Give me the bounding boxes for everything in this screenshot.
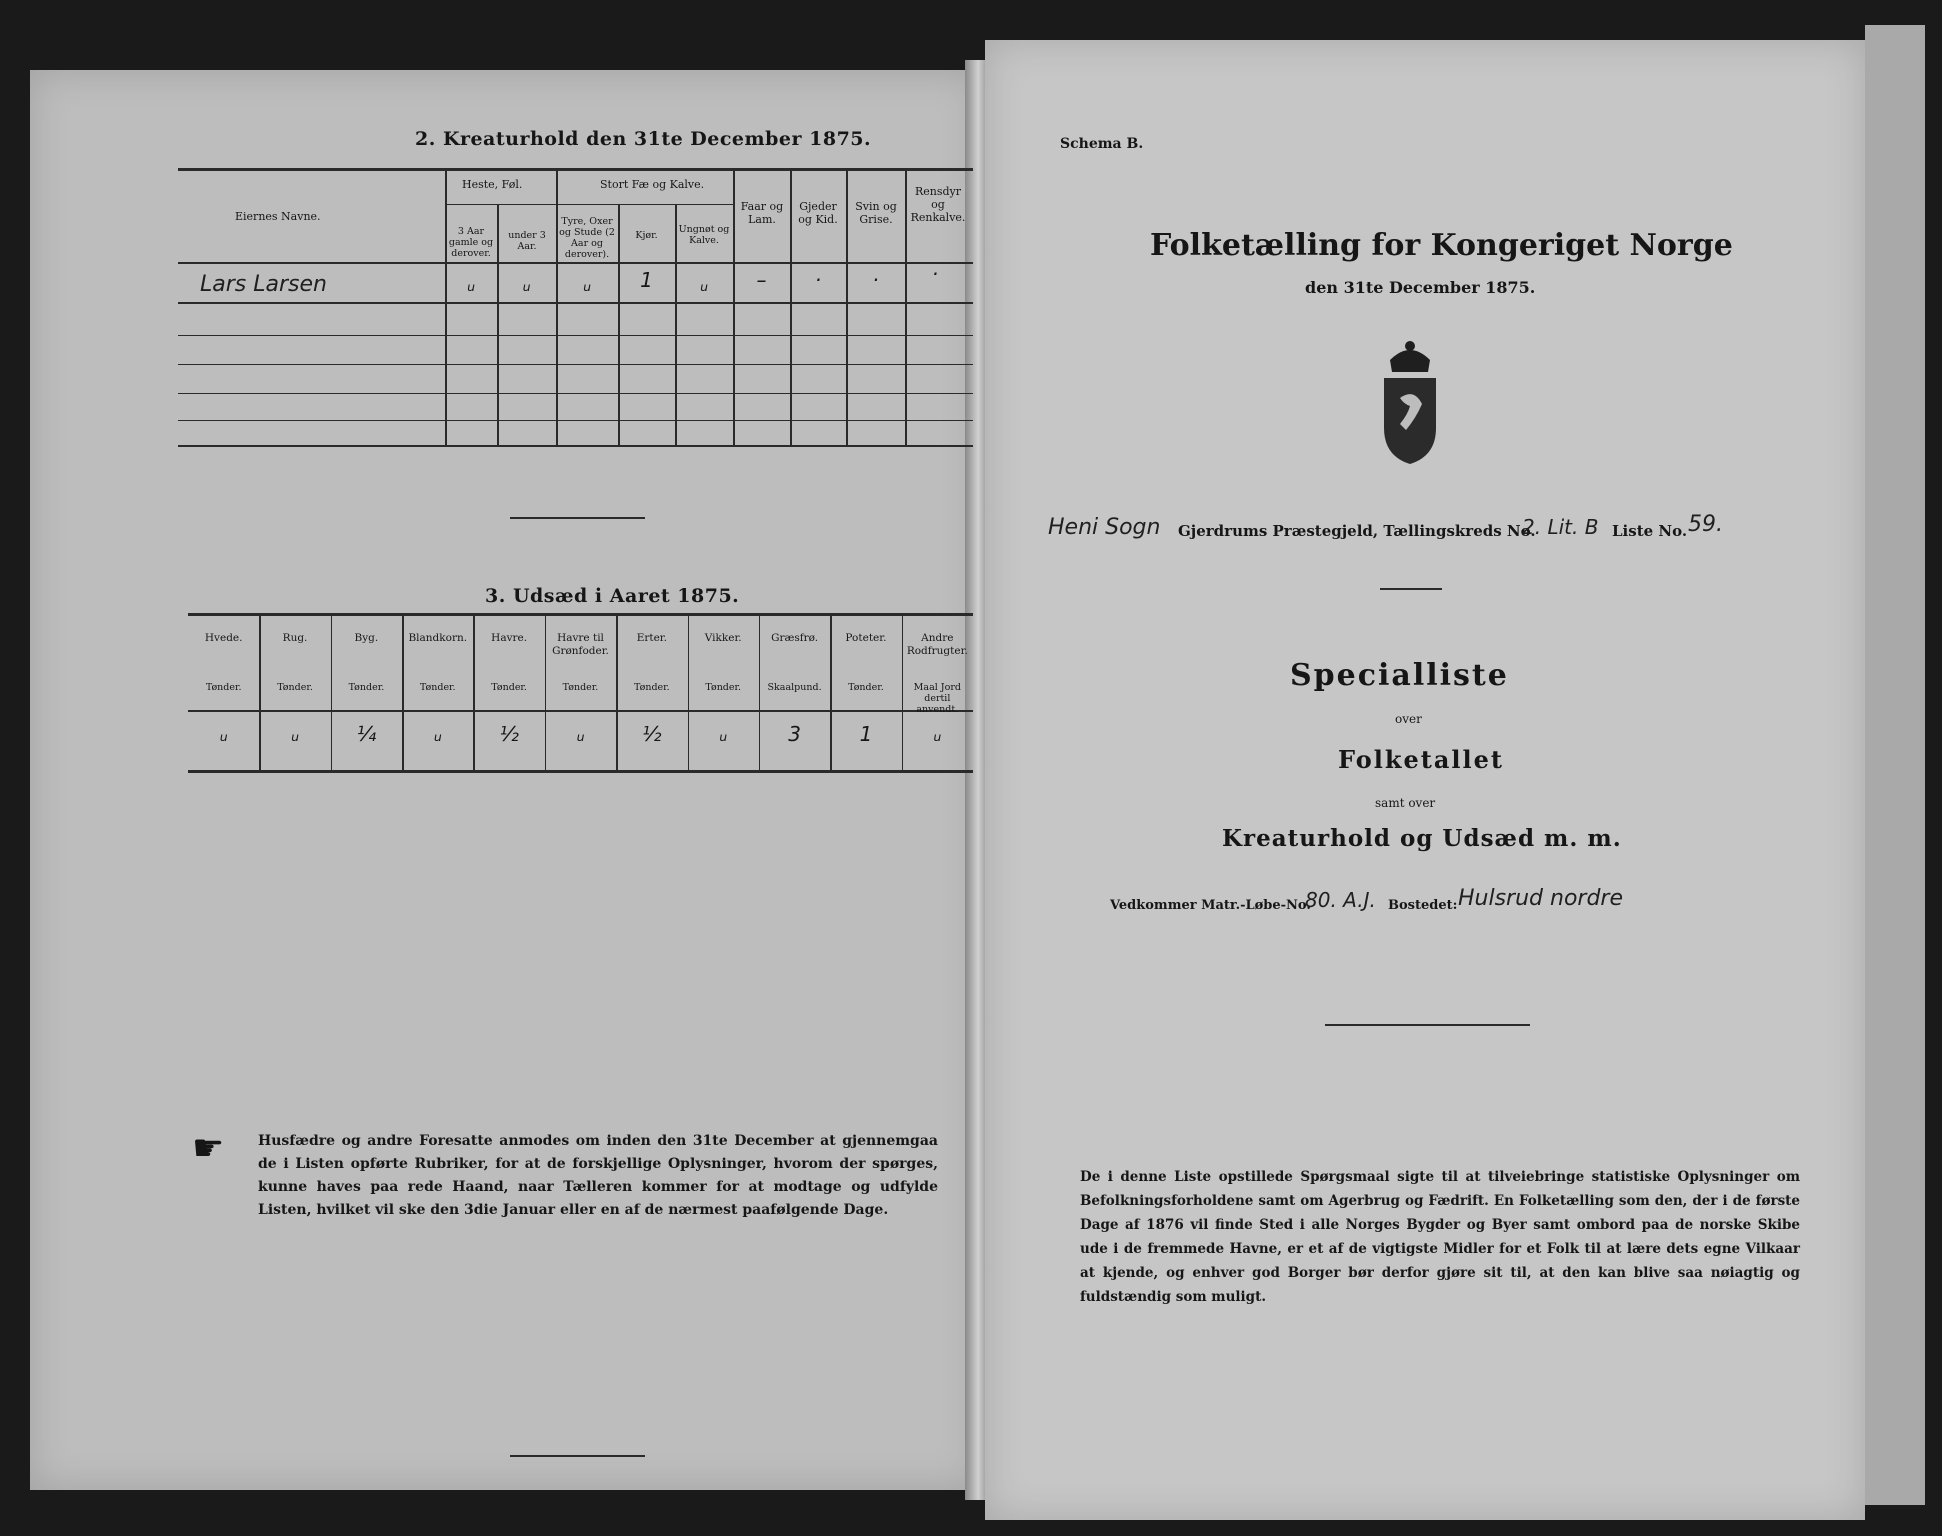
footer-text: De i denne Liste opstillede Spørgsmaal sigte til at tilveiebringe statistiske Oplysninger om Befolkningsforholdene samt om Agerbrug og Fædrift. En Folketælling som den, der i de første Dage af 1876 vil finde Sted i alle Norges Bygder og Byer samt ombord paa de norske Skibe ude i de fremmede Havne, er et af de vigtigste Midler for et Folk til at lære dets egne Vilkaar at kjende, og enhver god Borger bør derfor gjøre sit til, at den kan blive saa nøiagtig og fuldstændig som muligt. (1080, 1169, 1800, 1305)
young-cattle-value: ᵤ (699, 272, 709, 296)
owner-name: Lars Larsen (200, 272, 327, 297)
goats-header: Gjeder og Kid. (798, 200, 838, 226)
census-date: den 31te December 1875. (1305, 278, 1536, 297)
separator-rule (1380, 588, 1442, 590)
sow-header-7: Vikker. (704, 632, 742, 644)
table2-header-rule (178, 262, 973, 264)
bosted-handwritten: Hulsrud nordre (1458, 886, 1623, 911)
sow-value-5: ᵤ (576, 722, 585, 746)
goats-value: · (814, 268, 822, 292)
bulls-value: ᵤ (582, 272, 592, 296)
matr-handwritten: 80. A.J. (1305, 888, 1376, 912)
table2-row-rule (178, 364, 973, 365)
list-number: 59. (1688, 512, 1723, 537)
sow-value-3: ᵤ (433, 722, 442, 746)
reindeer-value: · (931, 262, 939, 286)
sow-header-8: Græsfrø. (771, 632, 819, 644)
parish-printed: Gjerdrums Præstegjeld, Tællingskreds No. (1178, 522, 1536, 540)
schema-label: Schema B. (1060, 136, 1144, 152)
sow-unit-6: Tønder. (634, 682, 670, 693)
horses-old-header: 3 Aar gamle og derover. (448, 226, 494, 259)
specialliste-title: Specialliste (1290, 658, 1509, 693)
main-title: Folketælling for Kongeriget Norge (1150, 228, 1733, 263)
sow-header-0: Hvede. (204, 632, 243, 644)
coat-of-arms-icon (1370, 338, 1450, 468)
over-label: over (1395, 712, 1422, 726)
sow-header-4: Havre. (491, 632, 528, 644)
sow-unit-7: Tønder. (705, 682, 742, 693)
horses-old-value: ᵤ (466, 272, 476, 296)
sow-header-6: Erter. (636, 632, 668, 644)
sow-value-0: ᵤ (219, 722, 228, 746)
bosted-label: Bostedet: (1388, 898, 1458, 913)
table2-bottom-rule (178, 445, 973, 447)
table2-row-rule (178, 420, 973, 421)
sow-unit-10: Maal Jord dertil anvendt. (913, 682, 961, 715)
sow-header-3: Blandkorn. (408, 632, 468, 644)
sow-header-9: Poteter. (845, 632, 887, 644)
reindeer-header: Rensdyr og Renkalve. (910, 185, 966, 224)
sow-header-2: Byg. (354, 632, 379, 644)
horses-young-value: ᵤ (522, 272, 531, 296)
book-spine (965, 60, 987, 1500)
horses-young-header: under 3 Aar. (508, 230, 546, 252)
owner-header: Eiernes Navne. (235, 210, 321, 223)
sow-value-4: ½ (499, 722, 519, 746)
district-handwritten: 2. Lit. B (1522, 515, 1599, 539)
table2-row-rule (178, 393, 973, 394)
young-cattle-header: Ungnøt og Kalve. (678, 224, 730, 246)
cows-value: 1 (640, 268, 653, 292)
table3-bottom-rule (188, 770, 973, 773)
sheep-header: Faar og Lam. (740, 200, 784, 226)
table3-top-rule (188, 613, 973, 616)
sheep-value: – (756, 268, 767, 292)
section3-title: 3. Udsæd i Aaret 1875. (485, 585, 740, 607)
separator-rule (1325, 1024, 1530, 1026)
sow-value-8: 3 (788, 722, 801, 746)
pigs-header: Svin og Grise. (855, 200, 897, 226)
sow-value-7: ᵤ (719, 722, 728, 746)
cattle-header: Stort Fæ og Kalve. (600, 178, 705, 191)
folketallet-title: Folketallet (1338, 745, 1504, 774)
cows-header: Kjør. (635, 230, 658, 241)
sow-unit-8: Skaalpund. (767, 682, 822, 693)
sow-unit-2: Tønder. (348, 682, 385, 693)
sow-unit-5: Tønder. (562, 682, 599, 693)
sow-header-1: Rug. (282, 632, 308, 644)
sow-unit-9: Tønder. (848, 682, 884, 693)
separator-rule (510, 517, 645, 519)
sow-unit-0: Tønder. (205, 682, 242, 693)
horses-header: Heste, Føl. (462, 178, 523, 191)
section2-title: 2. Kreaturhold den 31te December 1875. (415, 128, 872, 150)
sow-value-6: ½ (642, 722, 662, 746)
matr-label: Vedkommer Matr.-Løbe-No. (1110, 898, 1311, 913)
sow-value-9: 1 (859, 722, 873, 746)
sow-unit-3: Tønder. (419, 682, 456, 693)
sow-value-10: ᵤ (933, 722, 942, 746)
parish-handwritten: Heni Sogn (1048, 515, 1161, 540)
next-page-edge (1865, 25, 1925, 1505)
samt-over-label: samt over (1375, 796, 1436, 810)
list-label: Liste No. (1612, 522, 1688, 540)
kreaturhold-title: Kreaturhold og Udsæd m. m. (1222, 825, 1622, 852)
table2-row-rule (178, 302, 973, 304)
table2-col-rule (445, 168, 447, 445)
table2-col-rule (556, 168, 558, 445)
table3-header-rule (188, 710, 973, 712)
bottom-rule (510, 1455, 645, 1457)
table2-top-rule (178, 168, 973, 171)
pigs-value: · (872, 268, 879, 292)
sow-header-10: Andre Rodfrugter. (906, 632, 968, 657)
sow-unit-4: Tønder. (491, 682, 527, 693)
sow-header-5: Havre til Grønfoder. (552, 632, 609, 657)
pointing-hand-icon: ☛ (192, 1128, 225, 1169)
sow-value-2: ¼ (356, 722, 377, 746)
table2-subheader-rule (445, 204, 735, 205)
sow-unit-1: Tønder. (277, 682, 313, 693)
bulls-header: Tyre, Oxer og Stude (2 Aar og derover). (559, 216, 615, 260)
sow-value-1: ᵤ (290, 722, 300, 746)
table2-row-rule (178, 335, 973, 336)
notice-text: Husfædre og andre Foresatte anmodes om inden den 31te December at gjennemgaa de i Listen opførte Rubriker, for at de forskjellige Oplysninger, hvorom der spørges, kunne haves paa rede Haand, naar Tælleren kommer for at modtage og udfylde Listen, hvilket vil ske den 3die Januar eller en af de nærmest paafølgende Dage. (258, 1133, 938, 1218)
